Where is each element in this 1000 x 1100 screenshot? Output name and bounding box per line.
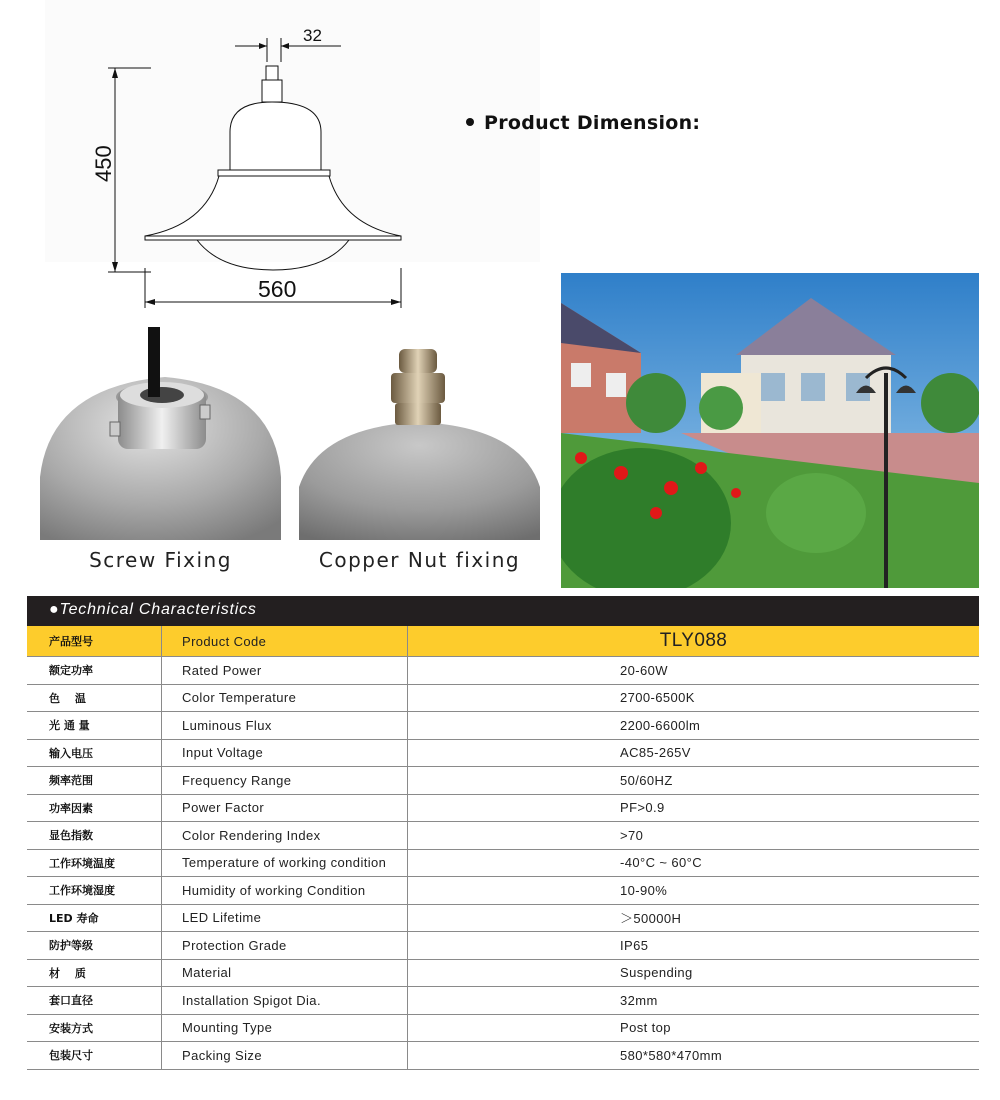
row-cn-label: 输入电压 (49, 746, 93, 760)
row-cn-label: 材 质 (49, 966, 86, 980)
row-cn-label: 色 温 (49, 691, 86, 705)
row-value: ＞50000H (407, 905, 979, 932)
row-en-label: Input Voltage (161, 740, 407, 767)
table-row (27, 960, 979, 988)
row-en-label: LED Lifetime (161, 905, 407, 932)
row-cn-label: 显色指数 (49, 829, 93, 843)
row-cn-label: 包装尺寸 (49, 1049, 93, 1063)
row-cn-label: 频率范围 (49, 774, 93, 788)
table-row (27, 905, 979, 933)
row-value: Post top (407, 1015, 979, 1042)
screw-fixing-caption: Screw Fixing (89, 548, 232, 572)
row-en-label: Color Rendering Index (161, 822, 407, 849)
row-en-label: Power Factor (161, 795, 407, 822)
row-value: TLY088 (407, 626, 979, 656)
row-en-label: Frequency Range (161, 767, 407, 794)
table-row (27, 822, 979, 850)
row-cn-label: 安装方式 (49, 1021, 93, 1035)
table-title: ●Technical Characteristics (49, 601, 257, 618)
row-en-label: Luminous Flux (161, 712, 407, 739)
spec-table (27, 626, 979, 1070)
technical-characteristics-header (27, 596, 979, 626)
row-cn-label: 工作环境湿度 (49, 884, 115, 898)
row-value: AC85-265V (407, 740, 979, 767)
table-row (27, 1042, 979, 1070)
row-value: 2700-6500K (407, 685, 979, 712)
table-row (27, 657, 979, 685)
table-row (27, 795, 979, 823)
row-en-label: Temperature of working condition (161, 850, 407, 877)
table-row (27, 850, 979, 878)
row-cn-label: 套口直径 (49, 994, 93, 1008)
row-cn-label: 产品型号 (49, 635, 93, 648)
bullet-icon (466, 118, 474, 126)
dim-top-label: 32 (303, 26, 322, 45)
row-en-label: Color Temperature (161, 685, 407, 712)
product-dimension-heading (466, 112, 700, 134)
copper-nut-caption: Copper Nut fixing (318, 548, 521, 572)
row-cn-label: 防护等级 (49, 939, 93, 953)
row-value: 580*580*470mm (407, 1042, 979, 1069)
row-value: 10-90% (407, 877, 979, 904)
row-en-label: Material (161, 960, 407, 987)
row-cn-label: 额定功率 (49, 664, 93, 678)
row-cn-label: LED 寿命 (49, 911, 99, 925)
row-en-label: Installation Spigot Dia. (161, 987, 407, 1014)
table-row (27, 1015, 979, 1043)
row-value: -40°C ~ 60°C (407, 850, 979, 877)
row-cn-label: 工作环境温度 (49, 856, 115, 870)
row-value: Suspending (407, 960, 979, 987)
row-en-label: Product Code (161, 626, 407, 656)
row-value: 20-60W (407, 657, 979, 684)
dim-width-label: 560 (258, 276, 297, 302)
table-row (27, 987, 979, 1015)
table-row (27, 740, 979, 768)
table-row (27, 712, 979, 740)
table-row (27, 626, 979, 657)
garden-application-photo (561, 273, 979, 588)
row-value: IP65 (407, 932, 979, 959)
row-cn-label: 光 通 量 (49, 719, 90, 733)
table-row (27, 877, 979, 905)
lamp-outline-drawing (45, 0, 540, 310)
row-en-label: Protection Grade (161, 932, 407, 959)
table-row (27, 932, 979, 960)
row-en-label: Humidity of working Condition (161, 877, 407, 904)
row-cn-label: 功率因素 (49, 801, 93, 815)
row-value: 50/60HZ (407, 767, 979, 794)
row-value: >70 (407, 822, 979, 849)
row-value: PF>0.9 (407, 795, 979, 822)
row-en-label: Packing Size (161, 1042, 407, 1069)
dim-height-label: 450 (91, 145, 116, 182)
table-row (27, 767, 979, 795)
heading-text: Product Dimension: (484, 112, 701, 134)
row-value: 2200-6600lm (407, 712, 979, 739)
row-en-label: Mounting Type (161, 1015, 407, 1042)
screw-fixing-photo (40, 327, 281, 540)
table-row (27, 685, 979, 713)
row-en-label: Rated Power (161, 657, 407, 684)
copper-nut-photo (299, 327, 540, 540)
row-value: 32mm (407, 987, 979, 1014)
